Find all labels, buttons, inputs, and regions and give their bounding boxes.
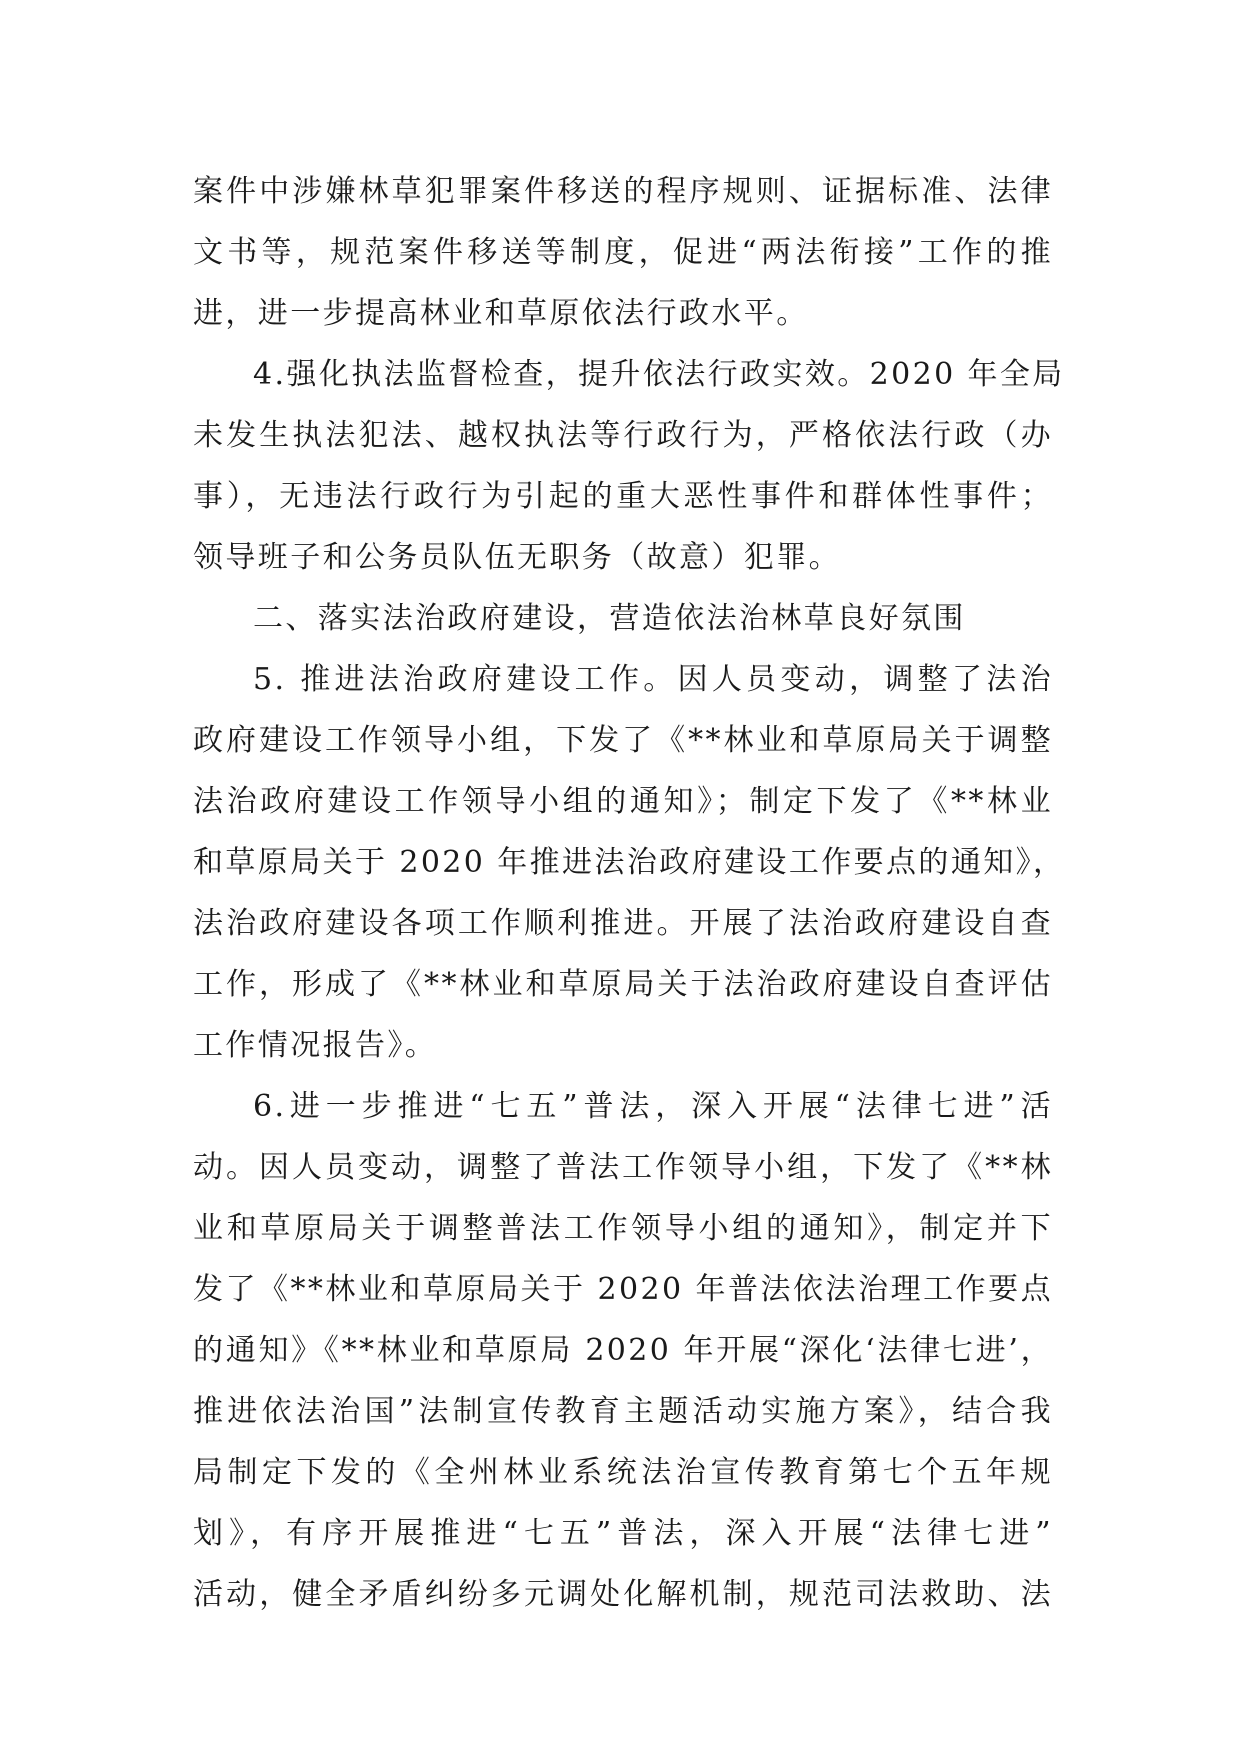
paragraph: [193, 344, 1065, 588]
text-line: 二、落实法治政府建设，营造依法治林草良好氛围: [253, 601, 966, 636]
text-line: 法治政府建设工作领导小组的通知》；制定下发了《**林业: [193, 784, 1053, 819]
text-line: 6.进一步推进“七五”普法，深入开展“法律七进”活: [253, 1089, 1053, 1124]
paragraph: [193, 1076, 1053, 1625]
text-line: 和草原局关于 2020 年推进法治政府建设工作要点的通知》，: [193, 845, 1066, 880]
text-line: 工作，形成了《**林业和草原局关于法治政府建设自查评估: [193, 967, 1053, 1002]
text-line: 事），无违法行政行为引起的重大恶性事件和群体性事件；: [193, 479, 1053, 514]
document-body: [193, 161, 1066, 1625]
text-line: 未发生执法犯法、越权执法等行政行为，严格依法行政（办: [193, 418, 1053, 453]
text-line: 进，进一步提高林业和草原依法行政水平。: [193, 296, 809, 331]
text-line: 文书等，规范案件移送等制度，促进“两法衔接”工作的推: [193, 235, 1053, 270]
text-line: 发了《**林业和草原局关于 2020 年普法依法治理工作要点: [193, 1272, 1053, 1307]
paragraph: [193, 649, 1066, 1076]
text-line: 业和草原局关于调整普法工作领导小组的通知》，制定并下: [193, 1211, 1053, 1246]
paragraph: [193, 161, 1053, 344]
text-line: 5. 推进法治政府建设工作。因人员变动，调整了法治: [253, 662, 1053, 697]
text-line: 活动，健全矛盾纠纷多元调处化解机制，规范司法救助、法: [193, 1577, 1053, 1612]
paragraph: [193, 588, 1053, 649]
text-line: 4.强化执法监督检查，提升依法行政实效。2020 年全局: [253, 357, 1065, 392]
text-line: 的通知》《**林业和草原局 2020 年开展“深化‘法律七进’，: [193, 1333, 1053, 1368]
text-line: 局制定下发的《全州林业系统法治宣传教育第七个五年规: [193, 1455, 1053, 1490]
text-line: 工作情况报告》。: [193, 1028, 438, 1063]
text-line: 领导班子和公务员队伍无职务（故意）犯罪。: [193, 540, 841, 575]
text-line: 政府建设工作领导小组，下发了《**林业和草原局关于调整: [193, 723, 1053, 758]
text-line: 案件中涉嫌林草犯罪案件移送的程序规则、证据标准、法律: [193, 174, 1053, 209]
text-line: 划》，有序开展推进“七五”普法，深入开展“法律七进”: [193, 1516, 1053, 1551]
text-line: 动。因人员变动，调整了普法工作领导小组，下发了《**林: [193, 1150, 1053, 1185]
text-line: 法治政府建设各项工作顺利推进。开展了法治政府建设自查: [193, 906, 1053, 941]
text-line: 推进依法治国”法制宣传教育主题活动实施方案》，结合我: [193, 1394, 1053, 1429]
